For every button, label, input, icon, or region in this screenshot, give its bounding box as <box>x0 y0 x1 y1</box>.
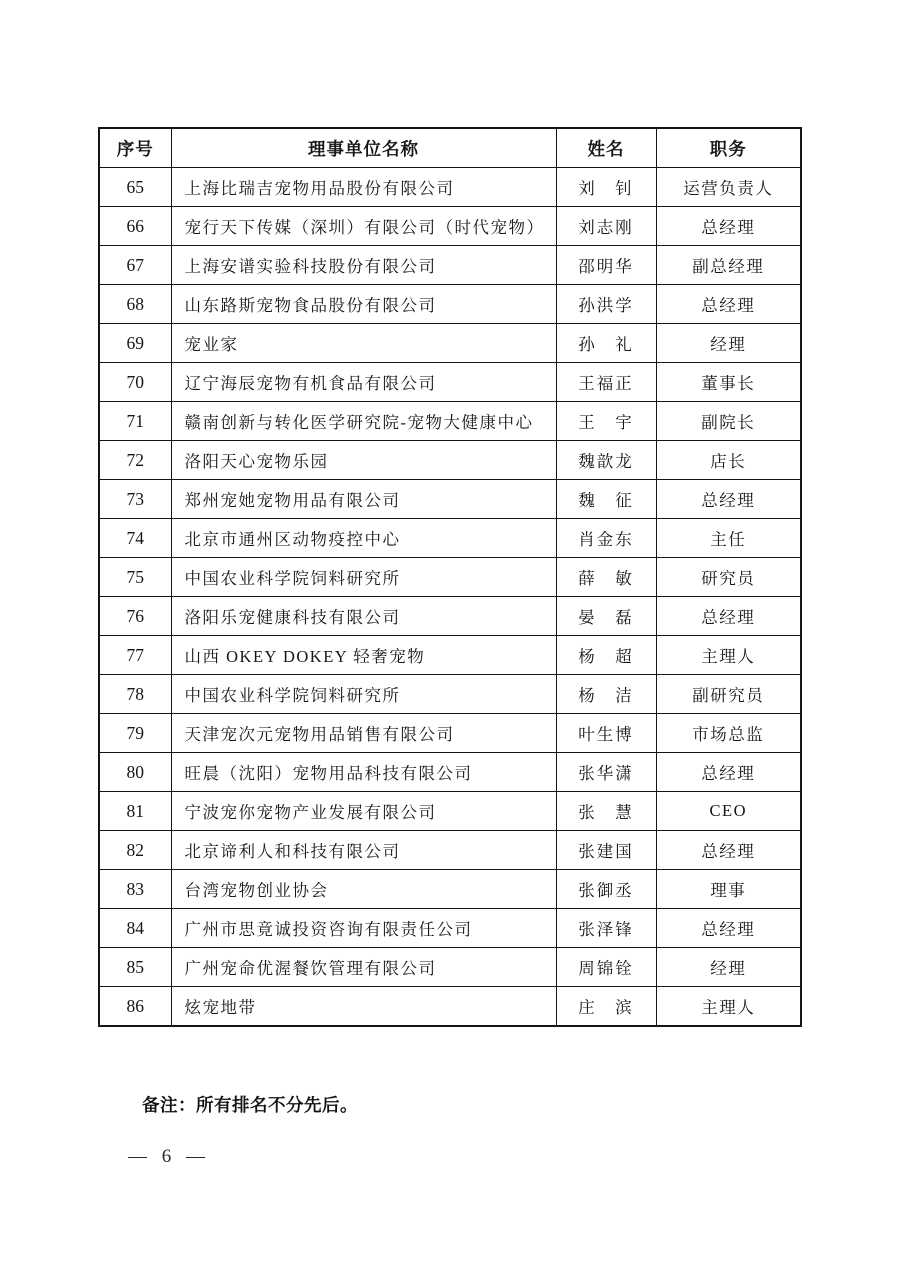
org-name-cell: 广州市思竟诚投资咨询有限责任公司 <box>171 909 556 948</box>
header-position: 职务 <box>656 128 801 168</box>
person-name-cell: 叶生博 <box>556 714 656 753</box>
table-row <box>99 441 801 480</box>
person-name-cell: 王福正 <box>556 363 656 402</box>
table-row <box>99 597 801 636</box>
position-cell: 总经理 <box>656 480 801 519</box>
position-cell: CEO <box>656 792 801 831</box>
serial-number-cell: 67 <box>99 246 171 285</box>
org-name-cell: 山西 OKEY DOKEY 轻奢宠物 <box>171 636 556 675</box>
person-name-cell: 晏 磊 <box>556 597 656 636</box>
person-name-cell: 孙 礼 <box>556 324 656 363</box>
serial-number-cell: 75 <box>99 558 171 597</box>
table-row <box>99 714 801 753</box>
table-row <box>99 870 801 909</box>
table-row <box>99 987 801 1027</box>
table-row <box>99 285 801 324</box>
org-name-cell: 宠行天下传媒（深圳）有限公司（时代宠物） <box>171 207 556 246</box>
position-cell: 理事 <box>656 870 801 909</box>
person-name-cell: 张华潇 <box>556 753 656 792</box>
person-name-cell: 杨 洁 <box>556 675 656 714</box>
position-cell: 总经理 <box>656 207 801 246</box>
table-row <box>99 831 801 870</box>
position-cell: 经理 <box>656 324 801 363</box>
serial-number-cell: 86 <box>99 987 171 1027</box>
position-cell: 总经理 <box>656 909 801 948</box>
table-row <box>99 675 801 714</box>
org-name-cell: 辽宁海辰宠物有机食品有限公司 <box>171 363 556 402</box>
org-name-cell: 炫宠地带 <box>171 987 556 1027</box>
serial-number-cell: 82 <box>99 831 171 870</box>
position-cell: 总经理 <box>656 285 801 324</box>
position-cell: 副院长 <box>656 402 801 441</box>
position-cell: 副总经理 <box>656 246 801 285</box>
footer-note: 备注：所有排名不分先后。 <box>142 1095 358 1115</box>
org-name-cell: 北京市通州区动物疫控中心 <box>171 519 556 558</box>
position-cell: 运营负责人 <box>656 168 801 207</box>
table-row <box>99 636 801 675</box>
table-row <box>99 753 801 792</box>
serial-number-cell: 76 <box>99 597 171 636</box>
person-name-cell: 张御丞 <box>556 870 656 909</box>
page-number: — 6 — <box>128 1146 210 1167</box>
position-cell: 副研究员 <box>656 675 801 714</box>
serial-number-cell: 70 <box>99 363 171 402</box>
table-row <box>99 324 801 363</box>
person-name-cell: 刘 钊 <box>556 168 656 207</box>
org-name-cell: 中国农业科学院饲料研究所 <box>171 558 556 597</box>
serial-number-cell: 80 <box>99 753 171 792</box>
serial-number-cell: 85 <box>99 948 171 987</box>
position-cell: 总经理 <box>656 753 801 792</box>
serial-number-cell: 69 <box>99 324 171 363</box>
org-name-cell: 台湾宠物创业协会 <box>171 870 556 909</box>
position-cell: 市场总监 <box>656 714 801 753</box>
person-name-cell: 魏歆龙 <box>556 441 656 480</box>
org-name-cell: 旺晨（沈阳）宠物用品科技有限公司 <box>171 753 556 792</box>
org-name-cell: 洛阳天心宠物乐园 <box>171 441 556 480</box>
position-cell: 主任 <box>656 519 801 558</box>
org-name-cell: 北京谛利人和科技有限公司 <box>171 831 556 870</box>
org-name-cell: 山东路斯宠物食品股份有限公司 <box>171 285 556 324</box>
table-row <box>99 792 801 831</box>
position-cell: 经理 <box>656 948 801 987</box>
org-name-cell: 中国农业科学院饲料研究所 <box>171 675 556 714</box>
org-name-cell: 宁波宠你宠物产业发展有限公司 <box>171 792 556 831</box>
position-cell: 店长 <box>656 441 801 480</box>
header-person-name: 姓名 <box>556 128 656 168</box>
person-name-cell: 刘志刚 <box>556 207 656 246</box>
serial-number-cell: 77 <box>99 636 171 675</box>
person-name-cell: 肖金东 <box>556 519 656 558</box>
org-name-cell: 洛阳乐宠健康科技有限公司 <box>171 597 556 636</box>
serial-number-cell: 83 <box>99 870 171 909</box>
position-cell: 主理人 <box>656 636 801 675</box>
person-name-cell: 王 宇 <box>556 402 656 441</box>
org-name-cell: 广州宠命优渥餐饮管理有限公司 <box>171 948 556 987</box>
serial-number-cell: 72 <box>99 441 171 480</box>
person-name-cell: 张 慧 <box>556 792 656 831</box>
serial-number-cell: 79 <box>99 714 171 753</box>
table-row <box>99 363 801 402</box>
person-name-cell: 魏 征 <box>556 480 656 519</box>
table-row <box>99 207 801 246</box>
person-name-cell: 邵明华 <box>556 246 656 285</box>
position-cell: 董事长 <box>656 363 801 402</box>
person-name-cell: 张泽锋 <box>556 909 656 948</box>
serial-number-cell: 71 <box>99 402 171 441</box>
table-row <box>99 558 801 597</box>
table-row <box>99 168 801 207</box>
person-name-cell: 周锦铨 <box>556 948 656 987</box>
position-cell: 研究员 <box>656 558 801 597</box>
header-serial-number: 序号 <box>99 128 171 168</box>
table-header-row <box>99 128 801 168</box>
table-row <box>99 519 801 558</box>
org-name-cell: 郑州宠她宠物用品有限公司 <box>171 480 556 519</box>
serial-number-cell: 65 <box>99 168 171 207</box>
org-name-cell: 赣南创新与转化医学研究院-宠物大健康中心 <box>171 402 556 441</box>
org-name-cell: 天津宠次元宠物用品销售有限公司 <box>171 714 556 753</box>
position-cell: 主理人 <box>656 987 801 1027</box>
person-name-cell: 孙洪学 <box>556 285 656 324</box>
org-name-cell: 宠业家 <box>171 324 556 363</box>
org-name-cell: 上海安谱实验科技股份有限公司 <box>171 246 556 285</box>
position-cell: 总经理 <box>656 831 801 870</box>
person-name-cell: 张建国 <box>556 831 656 870</box>
table-row <box>99 246 801 285</box>
org-name-cell: 上海比瑞吉宠物用品股份有限公司 <box>171 168 556 207</box>
serial-number-cell: 68 <box>99 285 171 324</box>
serial-number-cell: 74 <box>99 519 171 558</box>
board-members-table <box>98 127 802 1027</box>
person-name-cell: 薛 敏 <box>556 558 656 597</box>
header-member-unit-name: 理事单位名称 <box>171 128 556 168</box>
table-row <box>99 909 801 948</box>
table-row <box>99 948 801 987</box>
position-cell: 总经理 <box>656 597 801 636</box>
serial-number-cell: 84 <box>99 909 171 948</box>
serial-number-cell: 73 <box>99 480 171 519</box>
table-row <box>99 480 801 519</box>
table-body <box>99 168 801 1027</box>
table-row <box>99 402 801 441</box>
serial-number-cell: 78 <box>99 675 171 714</box>
person-name-cell: 杨 超 <box>556 636 656 675</box>
serial-number-cell: 81 <box>99 792 171 831</box>
person-name-cell: 庄 滨 <box>556 987 656 1027</box>
serial-number-cell: 66 <box>99 207 171 246</box>
